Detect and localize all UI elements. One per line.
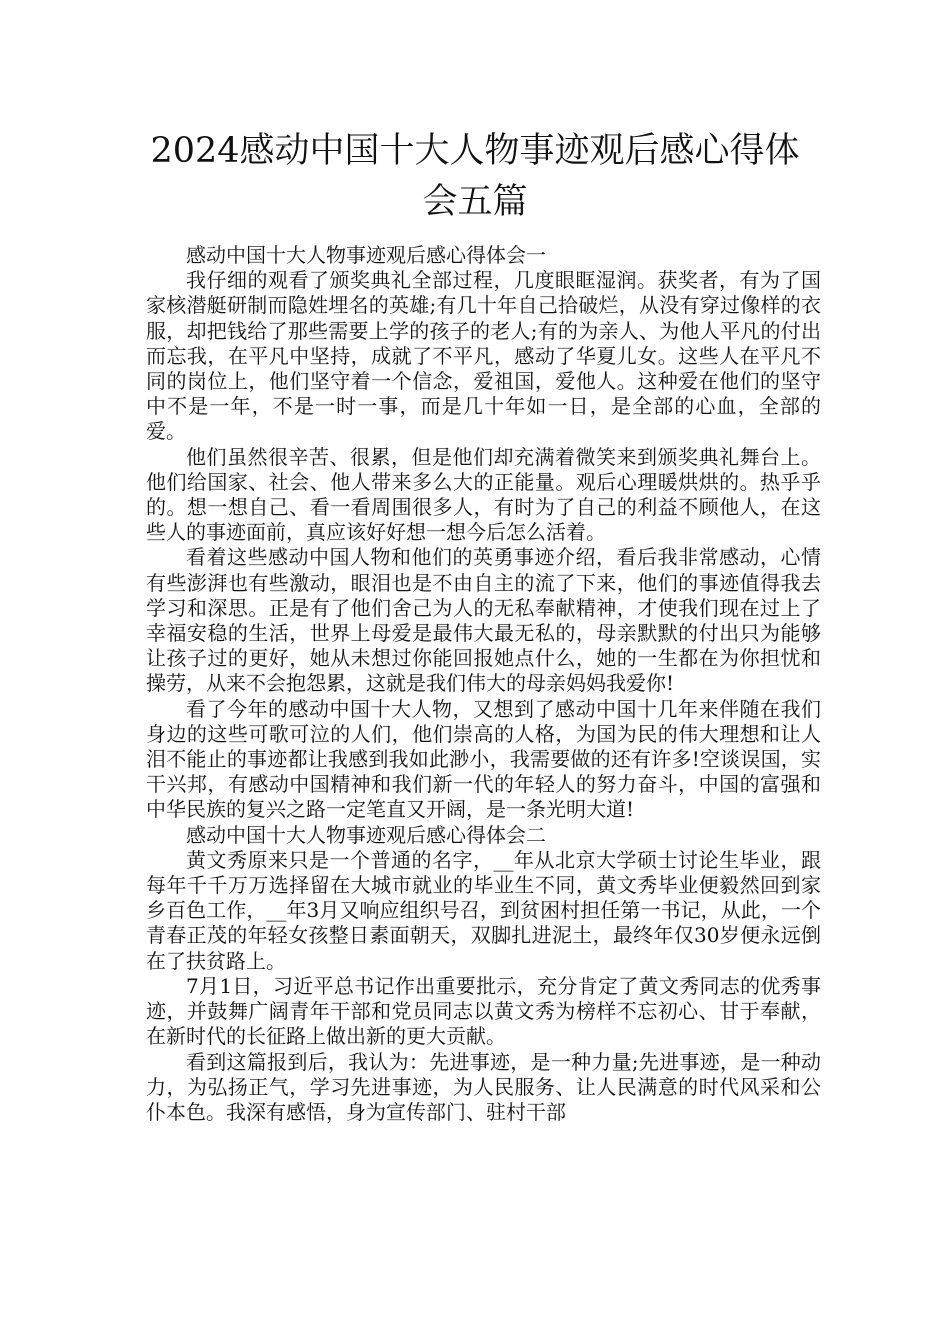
paragraph: 他们虽然很辛苦、很累，但是他们却充满着微笑来到颁奖典礼舞台上。他们给国家、社会、他人带来多么大的正能量。观后心理暖烘烘的。热乎乎的。想一想自己、看一看周围很多人，有时为了自己的利益不顾他人，在这些人的事迹面前，真应该好好想一想今后怎么活着。 bbox=[146, 444, 821, 545]
title-line-2: 会五篇 bbox=[422, 182, 528, 222]
document-title bbox=[118, 126, 832, 228]
paragraph: 我仔细的观看了颁奖典礼全部过程，几度眼眶湿润。获奖者，有为了国家核潜艇研制而隐姓埋名的英雄;有几十年自己拾破烂，从没有穿过像样的衣服，却把钱给了那些需要上学的孩子的老人;有的为亲人、为他人平凡的付出而忘我，在平凡中坚持，成就了不平凡，感动了华夏儿女。这些人在平凡不同的岗位上，他们坚守着一个信念，爱祖国，爱他人。这种爱在他们的坚守中不是一年，不是一时一事，而是几十年如一日，是全部的心血，全部的爱。 bbox=[146, 268, 821, 444]
paragraph: 7月1日，习近平总书记作出重要批示，充分肯定了黄文秀同志的优秀事迹，并鼓舞广阔青年干部和党员同志以黄文秀为榜样不忘初心、甘于奉献，在新时代的长征路上做出新的更大贡献。 bbox=[146, 973, 821, 1049]
paragraph: 看到这篇报到后，我认为：先进事迹，是一种力量;先进事迹，是一种动力，为弘扬正气，学习先进事迹，为人民服务、让人民满意的时代风采和公仆本色。我深有感悟，身为宣传部门、驻村干部 bbox=[146, 1049, 821, 1124]
title-line-1: 2024感动中国十大人物事迹观后感心得体 bbox=[150, 131, 800, 171]
document-body bbox=[146, 243, 821, 1125]
section-heading-2: 感动中国十大人物事迹观后感心得体会二 bbox=[186, 822, 546, 847]
section-heading-1: 感动中国十大人物事迹观后感心得体会一 bbox=[186, 243, 546, 267]
paragraph: 黄文秀原来只是一个普通的名字，__年从北京大学硕士讨论生毕业，跟每年千千万万选择留在大城市就业的毕业生不同，黄文秀毕业便毅然回到家乡百色工作，__年3月又响应组织号召，到贫困村担任第一书记，从此，一个青春正茂的年轻女孩整日素面朝天，双脚扎进泥土，最终年仅30岁便永远倒在了扶贫路上。 bbox=[146, 847, 821, 973]
paragraph: 看着这些感动中国人物和他们的英勇事迹介绍，看后我非常感动，心情有些澎湃也有些激动，眼泪也是不由自主的流了下来，他们的事迹值得我去学习和深思。正是有了他们舍己为人的无私奉献精神，才使我们现在过上了幸福安稳的生活，世界上母爱是最伟大最无私的，母亲默默的付出只为能够让孩子过的更好，她从未想过你能回报她点什么，她的一生都在为你担忧和操劳，从来不会抱怨累，这就是我们伟大的母亲妈妈我爱你! bbox=[146, 545, 821, 696]
paragraph: 看了今年的感动中国十大人物，又想到了感动中国十几年来伴随在我们身边的这些可歌可泣的人们，他们崇高的人格，为国为民的伟大理想和让人泪不能止的事迹都让我感到我如此渺小，我需要做的还有许多!空谈误国，实干兴邦，有感动中国精神和我们新一代的年轻人的努力奋斗，中国的富强和中华民族的复兴之路一定笔直又开阔，是一条光明大道! bbox=[146, 696, 821, 822]
